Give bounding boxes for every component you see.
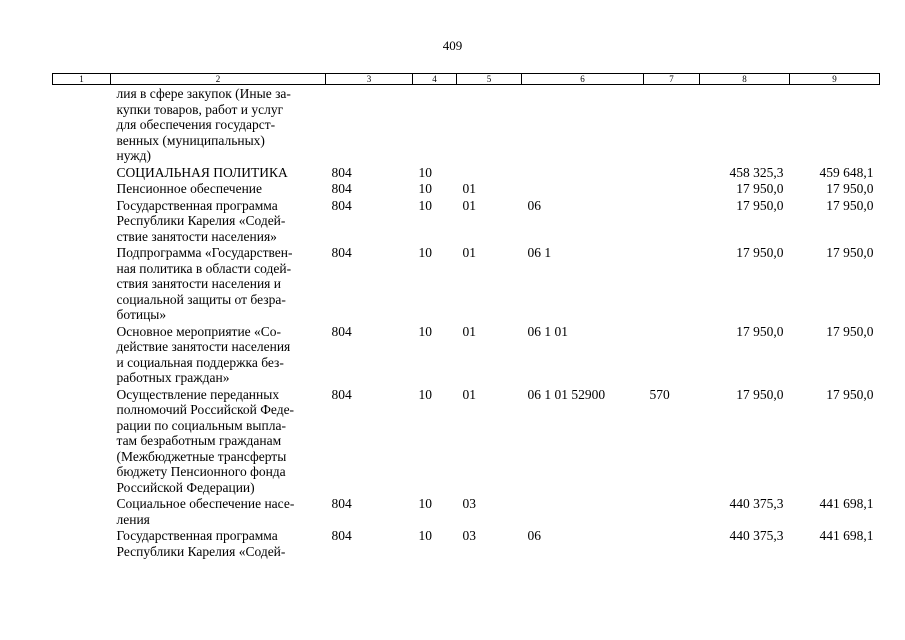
amount-year-1 xyxy=(700,85,790,164)
item-name: Социальное обеспечение насе- ления xyxy=(116,496,295,527)
subsection-code: 01 xyxy=(462,245,476,260)
target-article-code: 06 1 01 52900 xyxy=(527,386,606,402)
column-header: 9 xyxy=(790,74,880,85)
expense-type-code xyxy=(644,164,700,181)
expense-type-code xyxy=(644,85,700,164)
subsection-code: 01 xyxy=(462,323,476,339)
row-number-cell xyxy=(53,85,111,164)
item-name: Государственная программа Республики Карелия «Содей- ствие занятости населения» xyxy=(116,197,286,244)
amount-year-2: 17 950,0 xyxy=(826,386,874,402)
item-name: Осуществление переданных полномочий Российской Феде- рации по социальным выпла- там безработным гражданам (Межбюджетные трансферты бюджету Пенсионного фонда Российской Федерации) xyxy=(116,386,295,495)
table-header-row xyxy=(53,74,880,85)
amount-year-2: 441 698,1 xyxy=(819,496,874,511)
column-header: 5 xyxy=(457,74,522,85)
amount-year-1: 458 325,3 xyxy=(729,164,784,180)
row-number-cell xyxy=(53,527,111,559)
item-name: Подпрограмма «Государствен- ная политика в области содей- ствия занятости населения и социальной защиты от безра- ботицы» xyxy=(116,245,293,322)
table-row xyxy=(53,386,880,496)
row-number-cell xyxy=(53,495,111,527)
target-article-code xyxy=(522,495,644,527)
amount-year-1: 17 950,0 xyxy=(736,181,784,196)
section-code xyxy=(413,85,457,164)
column-header: 1 xyxy=(53,74,111,85)
row-number-cell xyxy=(53,180,111,197)
table-row xyxy=(53,244,880,323)
item-name: Основное мероприятие «Со- действие занятости населения и социальная поддержка без- работных граждан» xyxy=(116,323,291,385)
target-article-code: 06 1 xyxy=(527,245,552,260)
target-article-code xyxy=(522,164,644,181)
column-header: 4 xyxy=(413,74,457,85)
department-code xyxy=(326,85,413,164)
table-row xyxy=(53,180,880,197)
column-header: 6 xyxy=(522,74,644,85)
department-code: 804 xyxy=(331,164,352,180)
column-header: 7 xyxy=(644,74,700,85)
item-name: СОЦИАЛЬНАЯ ПОЛИТИКА xyxy=(116,164,288,180)
amount-year-1: 440 375,3 xyxy=(729,528,784,543)
budget-table xyxy=(52,73,880,559)
amount-year-1: 17 950,0 xyxy=(736,245,784,260)
row-number-cell xyxy=(53,323,111,386)
section-code: 10 xyxy=(418,197,432,213)
department-code: 804 xyxy=(331,323,352,339)
item-name: лия в сфере закупок (Иные за- купки товаров, работ и услуг для обеспечения государст- венных (муниципальных) нужд) xyxy=(116,86,291,163)
table-row xyxy=(53,323,880,386)
expense-type-code xyxy=(644,180,700,197)
item-name: Пенсионное обеспечение xyxy=(116,181,263,196)
table-row xyxy=(53,495,880,527)
subsection-code: 03 xyxy=(462,528,476,543)
subsection-code: 03 xyxy=(462,496,476,511)
target-article-code xyxy=(522,180,644,197)
table-row xyxy=(53,164,880,181)
amount-year-2: 441 698,1 xyxy=(819,528,874,543)
expense-type-code xyxy=(644,244,700,323)
subsection-code: 01 xyxy=(462,181,476,196)
row-number-cell xyxy=(53,164,111,181)
target-article-code: 06 1 01 xyxy=(527,323,568,339)
subsection-code xyxy=(457,164,522,181)
expense-type-code xyxy=(644,527,700,559)
table-row xyxy=(53,197,880,245)
page-number: 409 xyxy=(442,38,463,53)
amount-year-2: 17 950,0 xyxy=(826,245,874,260)
item-name: Государственная программа Республики Карелия «Содей- xyxy=(116,528,286,559)
section-code: 10 xyxy=(418,164,432,180)
row-number-cell xyxy=(53,197,111,245)
section-code: 10 xyxy=(418,323,432,339)
column-header: 3 xyxy=(326,74,413,85)
department-code: 804 xyxy=(331,496,352,511)
row-number-cell xyxy=(53,386,111,496)
target-article-code: 06 xyxy=(527,197,541,213)
expense-type-code xyxy=(644,323,700,386)
expense-type-code: 570 xyxy=(649,386,670,402)
amount-year-2: 17 950,0 xyxy=(826,323,874,339)
amount-year-2: 459 648,1 xyxy=(819,164,874,180)
amount-year-1: 440 375,3 xyxy=(729,496,784,511)
table-row xyxy=(53,85,880,164)
department-code: 804 xyxy=(331,197,352,213)
amount-year-1: 17 950,0 xyxy=(736,197,784,213)
section-code: 10 xyxy=(418,386,432,402)
subsection-code: 01 xyxy=(462,386,476,402)
amount-year-2: 17 950,0 xyxy=(826,197,874,213)
column-header: 8 xyxy=(700,74,790,85)
amount-year-1: 17 950,0 xyxy=(736,386,784,402)
section-code: 10 xyxy=(418,245,432,260)
subsection-code: 01 xyxy=(462,197,476,213)
target-article-code: 06 xyxy=(527,528,541,543)
expense-type-code xyxy=(644,197,700,245)
section-code: 10 xyxy=(418,528,432,543)
section-code: 10 xyxy=(418,181,432,196)
table-row xyxy=(53,527,880,559)
amount-year-2 xyxy=(790,85,880,164)
department-code: 804 xyxy=(331,245,352,260)
department-code: 804 xyxy=(331,181,352,196)
amount-year-2: 17 950,0 xyxy=(826,181,874,196)
target-article-code xyxy=(522,85,644,164)
department-code: 804 xyxy=(331,386,352,402)
section-code: 10 xyxy=(418,496,432,511)
column-header: 2 xyxy=(111,74,326,85)
amount-year-1: 17 950,0 xyxy=(736,323,784,339)
row-number-cell xyxy=(53,244,111,323)
expense-type-code xyxy=(644,495,700,527)
subsection-code xyxy=(457,85,522,164)
department-code: 804 xyxy=(331,528,352,543)
